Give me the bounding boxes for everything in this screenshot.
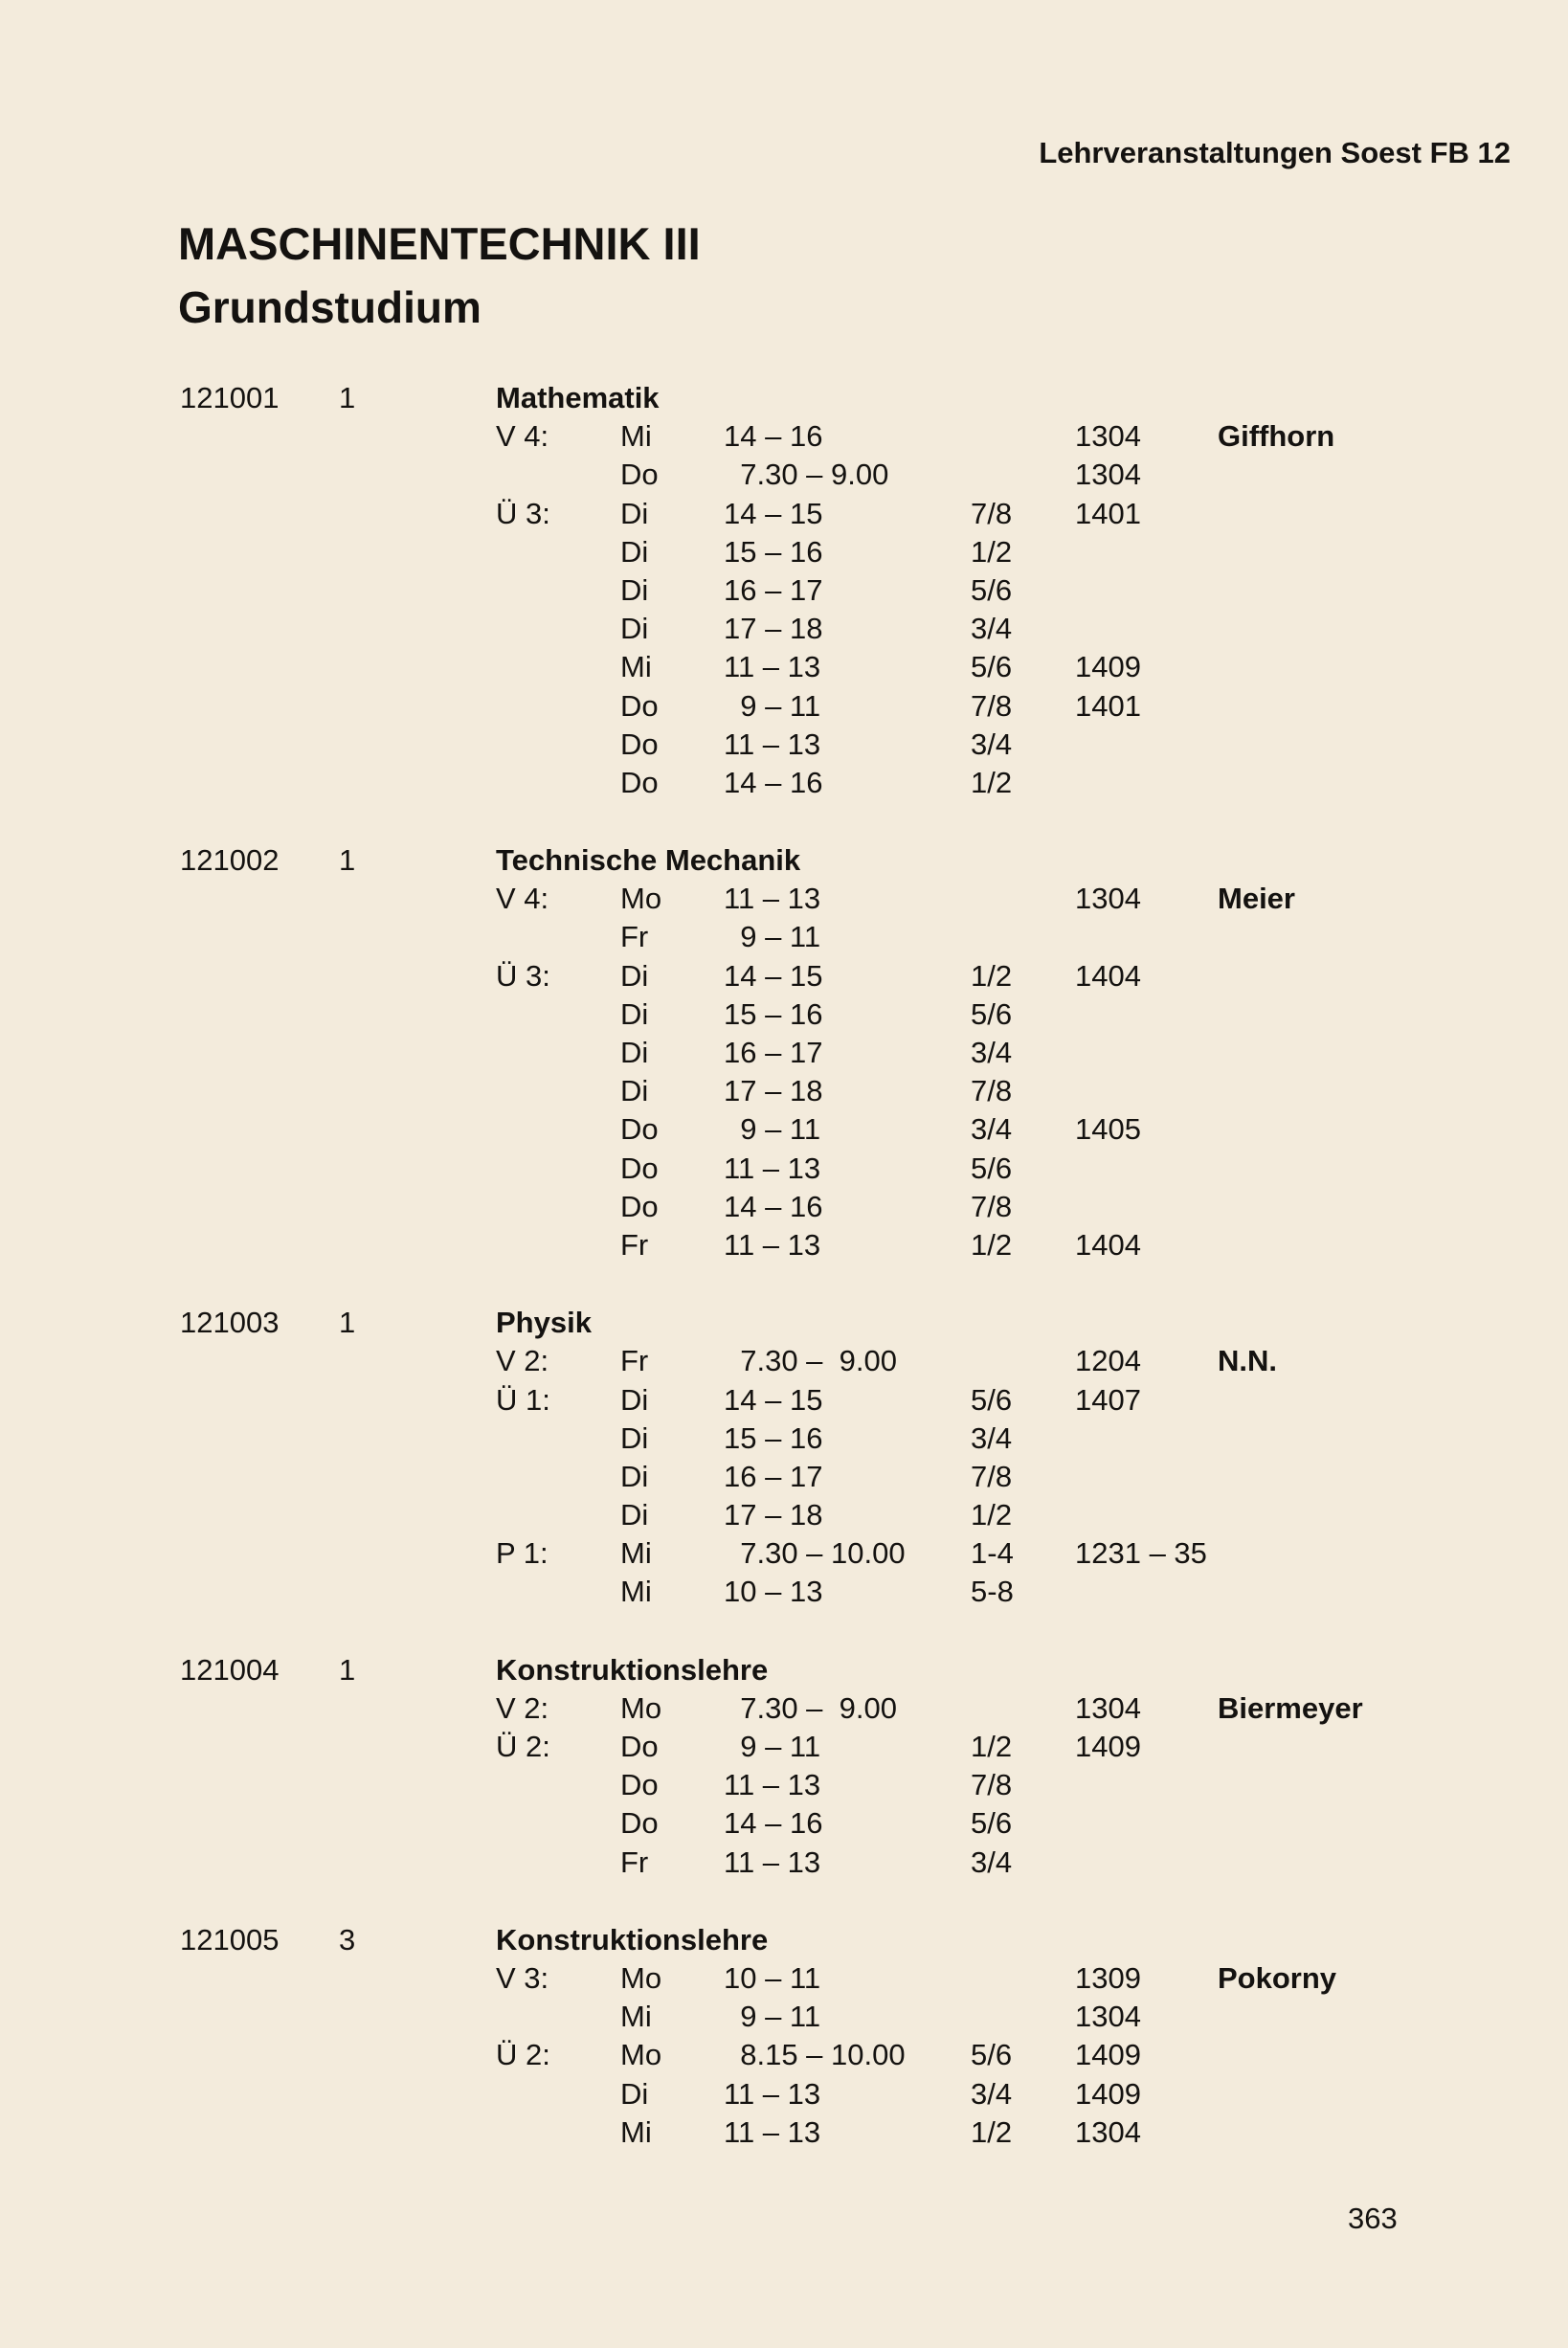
session-day: Di (620, 572, 649, 607)
session-day: Mi (620, 2114, 652, 2149)
session-room: 1304 (1075, 2114, 1141, 2149)
session-day: Do (620, 1189, 659, 1223)
session-group: 3/4 (971, 727, 1013, 761)
session-time: 15 – 16 (724, 996, 823, 1031)
session-time: 14 – 15 (724, 1382, 823, 1417)
session-time: 11 – 13 (724, 1845, 821, 1879)
course-name: Konstruktionslehre (496, 1922, 769, 1957)
course-block (0, 379, 1568, 802)
session-room: 1304 (1075, 882, 1141, 916)
schedule-row (0, 1573, 1568, 1611)
course-block (0, 1304, 1568, 1612)
session-room: 1231 – 35 (1075, 1536, 1207, 1571)
session-time: 16 – 17 (724, 1459, 823, 1493)
session-time: 7.30 – 9.00 (724, 458, 889, 492)
session-group: 3/4 (971, 1036, 1013, 1069)
session-time: 9 – 11 (724, 1112, 821, 1147)
session-time: 14 – 16 (724, 1806, 823, 1841)
session-room: 1409 (1075, 2038, 1141, 2072)
session-time: 15 – 16 (724, 534, 823, 569)
course-header-row (0, 1304, 1568, 1342)
schedule-row (0, 1420, 1568, 1458)
session-time: 11 – 13 (724, 650, 821, 684)
course-number: 121001 (180, 381, 280, 414)
session-type: V 2: (496, 1690, 549, 1725)
session-time: 7.30 – 10.00 (724, 1536, 906, 1571)
session-room: 1204 (1075, 1344, 1141, 1378)
session-day: Di (620, 1074, 649, 1108)
session-time: 14 – 16 (724, 419, 823, 454)
page-title (178, 212, 701, 339)
schedule-row (0, 1844, 1568, 1882)
course-list (0, 379, 1568, 2152)
schedule-row (0, 1072, 1568, 1110)
session-time: 7.30 – 9.00 (724, 1690, 897, 1725)
course-semester: 1 (339, 381, 356, 414)
session-time: 17 – 18 (724, 1498, 823, 1532)
session-group: 7/8 (971, 496, 1013, 530)
course-number: 121004 (180, 1652, 280, 1687)
session-group: 5/6 (971, 1806, 1013, 1841)
session-day: Di (620, 1459, 649, 1493)
session-day: Mi (620, 1536, 652, 1571)
session-room: 1404 (1075, 1227, 1141, 1262)
session-room: 1409 (1075, 650, 1141, 684)
course-name: Konstruktionslehre (496, 1652, 769, 1687)
schedule-row (0, 1458, 1568, 1496)
session-day: Di (620, 1036, 649, 1069)
session-time: 11 – 13 (724, 1768, 821, 1802)
session-type: P 1: (496, 1536, 549, 1571)
session-group: 1-4 (971, 1536, 1014, 1571)
session-day: Do (620, 688, 659, 723)
session-day: Do (620, 458, 659, 492)
session-group: 7/8 (971, 1189, 1013, 1223)
session-room: 1304 (1075, 2000, 1141, 2034)
course-semester: 1 (339, 843, 356, 878)
course-lecturer: Meier (1218, 882, 1295, 916)
session-group: 3/4 (971, 2076, 1013, 2111)
session-type: Ü 3: (496, 958, 550, 993)
session-group: 5/6 (971, 572, 1013, 607)
course-semester: 1 (339, 1306, 356, 1340)
schedule-row (0, 1226, 1568, 1264)
session-day: Di (620, 534, 649, 569)
schedule-row (0, 610, 1568, 648)
session-group: 7/8 (971, 688, 1013, 723)
session-time: 11 – 13 (724, 882, 821, 916)
session-time: 10 – 13 (724, 1575, 823, 1609)
session-type: V 4: (496, 419, 549, 454)
schedule-row (0, 995, 1568, 1034)
session-time: 8.15 – 10.00 (724, 2038, 906, 2072)
course-spacer (0, 1882, 1568, 1921)
session-room: 1405 (1075, 1112, 1141, 1147)
session-day: Fr (620, 1227, 649, 1262)
schedule-row (0, 2075, 1568, 2113)
schedule-row (0, 1110, 1568, 1149)
schedule-row (0, 957, 1568, 995)
schedule-row (0, 2113, 1568, 2152)
schedule-row (0, 1188, 1568, 1226)
session-day: Di (620, 496, 649, 530)
session-time: 17 – 18 (724, 1074, 823, 1108)
session-room: 1404 (1075, 958, 1141, 993)
session-day: Mo (620, 882, 662, 916)
session-day: Di (620, 1498, 649, 1532)
session-time: 17 – 18 (724, 612, 823, 646)
session-time: 14 – 16 (724, 765, 823, 799)
session-time: 11 – 13 (724, 2076, 821, 2111)
course-spacer (0, 1264, 1568, 1304)
session-room: 1401 (1075, 688, 1141, 723)
session-day: Di (620, 996, 649, 1031)
schedule-row (0, 456, 1568, 494)
session-time: 9 – 11 (724, 1730, 821, 1763)
session-group: 7/8 (971, 1459, 1013, 1493)
session-time: 9 – 11 (724, 2000, 821, 2034)
course-name: Technische Mechanik (496, 843, 801, 878)
schedule-row (0, 918, 1568, 956)
schedule-row (0, 417, 1568, 456)
schedule-row (0, 533, 1568, 571)
session-group: 1/2 (971, 765, 1013, 799)
session-time: 15 – 16 (724, 1420, 823, 1455)
session-group: 3/4 (971, 612, 1013, 646)
session-group: 5-8 (971, 1575, 1014, 1609)
schedule-row (0, 1689, 1568, 1728)
course-name: Mathematik (496, 381, 660, 414)
session-day: Mo (620, 2038, 662, 2072)
schedule-row (0, 764, 1568, 802)
session-group: 1/2 (971, 1498, 1013, 1532)
session-day: Fr (620, 920, 649, 954)
session-type: Ü 3: (496, 496, 550, 530)
session-room: 1304 (1075, 419, 1141, 454)
course-semester: 1 (339, 1652, 356, 1687)
session-day: Fr (620, 1344, 649, 1378)
running-head: Lehrveranstaltungen Soest FB 12 (1039, 136, 1511, 169)
schedule-row (0, 1728, 1568, 1766)
session-day: Do (620, 727, 659, 761)
page-number: 363 (1348, 2202, 1398, 2235)
session-day: Di (620, 612, 649, 646)
session-day: Do (620, 1151, 659, 1185)
session-time: 9 – 11 (724, 920, 821, 954)
course-lecturer: Giffhorn (1218, 419, 1335, 454)
session-type: Ü 1: (496, 1382, 550, 1417)
session-day: Do (620, 1730, 659, 1763)
session-group: 1/2 (971, 1730, 1013, 1763)
course-header-row (0, 1921, 1568, 1959)
session-time: 11 – 13 (724, 727, 821, 761)
course-block (0, 841, 1568, 1264)
session-room: 1401 (1075, 496, 1141, 530)
schedule-row (0, 2036, 1568, 2074)
session-time: 10 – 11 (724, 1960, 821, 1995)
session-room: 1407 (1075, 1382, 1141, 1417)
session-day: Do (620, 765, 659, 799)
course-lecturer: Biermeyer (1218, 1690, 1363, 1725)
session-room: 1304 (1075, 1690, 1141, 1725)
session-group: 3/4 (971, 1845, 1013, 1879)
session-day: Do (620, 1768, 659, 1802)
course-number: 121002 (180, 843, 280, 878)
session-day: Mi (620, 650, 652, 684)
session-room: 1409 (1075, 1730, 1141, 1763)
session-day: Mi (620, 419, 652, 454)
session-time: 11 – 13 (724, 1151, 821, 1185)
course-number: 121005 (180, 1922, 280, 1957)
session-group: 3/4 (971, 1112, 1013, 1147)
course-header-row (0, 1651, 1568, 1689)
session-group: 5/6 (971, 1382, 1013, 1417)
session-room: 1309 (1075, 1960, 1141, 1995)
schedule-row (0, 1381, 1568, 1420)
schedule-row (0, 648, 1568, 686)
course-lecturer: Pokorny (1218, 1960, 1337, 1995)
session-time: 16 – 17 (724, 572, 823, 607)
session-group: 1/2 (971, 534, 1013, 569)
session-time: 11 – 13 (724, 1227, 821, 1262)
course-lecturer: N.N. (1218, 1344, 1277, 1378)
course-block (0, 1651, 1568, 1882)
schedule-row (0, 1766, 1568, 1804)
session-day: Mi (620, 2000, 652, 2034)
course-spacer (0, 1612, 1568, 1651)
schedule-row (0, 1150, 1568, 1188)
session-group: 7/8 (971, 1768, 1013, 1802)
session-group: 1/2 (971, 2114, 1013, 2149)
session-day: Do (620, 1806, 659, 1841)
schedule-row (0, 1959, 1568, 1998)
session-day: Mo (620, 1960, 662, 1995)
session-day: Fr (620, 1845, 649, 1879)
session-time: 14 – 16 (724, 1189, 823, 1223)
session-group: 5/6 (971, 996, 1013, 1031)
course-semester: 3 (339, 1922, 356, 1957)
session-time: 14 – 15 (724, 958, 823, 993)
session-type: Ü 2: (496, 2038, 550, 2072)
session-time: 7.30 – 9.00 (724, 1344, 897, 1378)
session-group: 1/2 (971, 958, 1013, 993)
course-header-row (0, 379, 1568, 417)
schedule-row (0, 495, 1568, 533)
session-day: Mi (620, 1575, 652, 1609)
schedule-row (0, 571, 1568, 610)
session-group: 1/2 (971, 1227, 1013, 1262)
session-time: 14 – 15 (724, 496, 823, 530)
session-type: Ü 2: (496, 1730, 550, 1763)
session-room: 1409 (1075, 2076, 1141, 2111)
schedule-row (0, 726, 1568, 764)
session-day: Mo (620, 1690, 662, 1725)
course-header-row (0, 841, 1568, 880)
schedule-row (0, 1496, 1568, 1534)
schedule-row (0, 1804, 1568, 1843)
course-name: Physik (496, 1306, 592, 1340)
session-day: Di (620, 2076, 649, 2111)
session-type: V 2: (496, 1344, 549, 1378)
session-time: 11 – 13 (724, 2114, 821, 2149)
schedule-row (0, 1998, 1568, 2036)
session-day: Di (620, 1420, 649, 1455)
session-group: 7/8 (971, 1074, 1013, 1108)
session-group: 5/6 (971, 650, 1013, 684)
session-day: Di (620, 1382, 649, 1417)
schedule-row (0, 687, 1568, 726)
course-block (0, 1921, 1568, 2152)
session-time: 16 – 17 (724, 1036, 823, 1069)
schedule-row (0, 1534, 1568, 1573)
title-main: MASCHINENTECHNIK III (178, 218, 701, 269)
session-time: 9 – 11 (724, 688, 821, 723)
session-group: 5/6 (971, 2038, 1013, 2072)
session-room: 1304 (1075, 458, 1141, 492)
session-day: Do (620, 1112, 659, 1147)
course-spacer (0, 802, 1568, 841)
session-group: 3/4 (971, 1420, 1013, 1455)
session-group: 5/6 (971, 1151, 1013, 1185)
title-subtitle: Grundstudium (178, 282, 482, 332)
course-number: 121003 (180, 1306, 280, 1340)
schedule-row (0, 1342, 1568, 1380)
schedule-row (0, 1034, 1568, 1072)
schedule-row (0, 880, 1568, 918)
session-type: V 3: (496, 1960, 549, 1995)
session-type: V 4: (496, 882, 549, 916)
session-day: Di (620, 958, 649, 993)
